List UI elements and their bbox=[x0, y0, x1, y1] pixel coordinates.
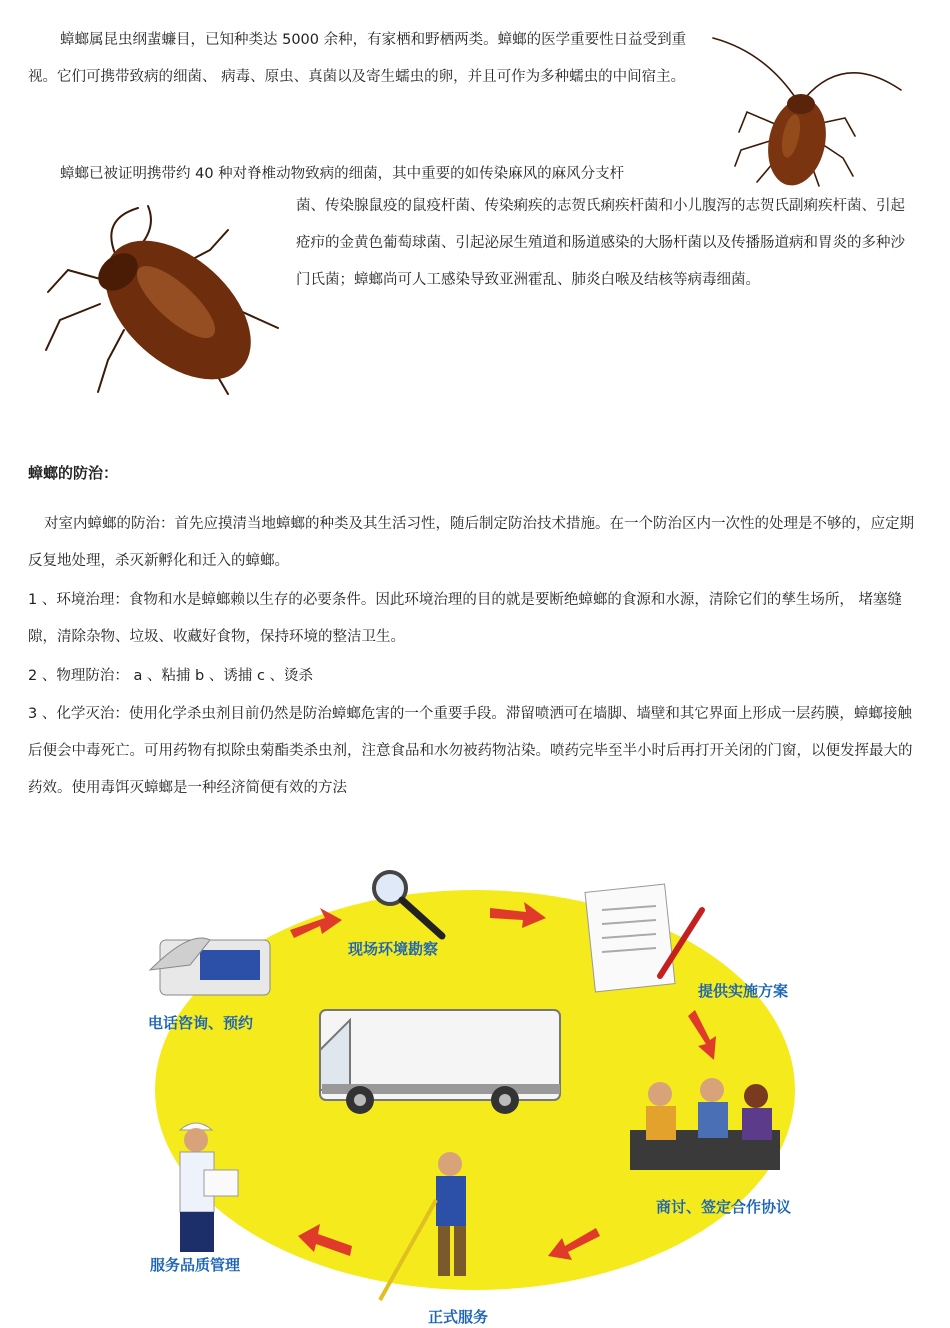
flow-step-site-survey: 现场环境勘察 bbox=[348, 940, 439, 958]
telephone-icon bbox=[150, 938, 270, 995]
flow-step-formal-service: 正式服务 bbox=[428, 1308, 489, 1326]
intro-paragraph-2-rest: 菌、传染腺鼠疫的鼠疫杆菌、传染痢疾的志贺氏痢疾杆菌和小儿腹泻的志贺氏副痢疾杆菌、引起疮疖的金黄色葡萄球菌、引起泌尿生殖道和肠道感染的大肠杆菌以及传播肠道病和胃炎的多种沙门氏菌；蟑螂尚可人工感染导致亚洲霍乱、肺炎白喉及结核等病毒细菌。 bbox=[296, 198, 905, 288]
control-intro-paragraph: 对室内蟑螂的防治：首先应摸清当地蟑螂的种类及其生活习性，随后制定防治技术措施。在一个防治区内一次性的处理是不够的，应定期反复地处理，杀灭新孵化和迁入的蟑螂。 bbox=[28, 516, 914, 569]
flow-step-quality-management: 服务品质管理 bbox=[150, 1256, 241, 1274]
flow-step-sign-agreement: 商讨、签定合作协议 bbox=[656, 1198, 792, 1216]
cockroach-large-image bbox=[38, 200, 288, 400]
flow-step-provide-plan: 提供实施方案 bbox=[698, 982, 789, 1000]
cockroach-small-image bbox=[705, 32, 905, 192]
meeting-people-icon bbox=[630, 1078, 780, 1170]
control-item-3: 3 、化学灭治：使用化学杀虫剂目前仍然是防治蟑螂危害的一个重要手段。滞留喷洒可在墙脚、墙壁和其它界面上形成一层药膜，蟑螂接触后便会中毒死亡。可用药物有拟除虫菊酯类杀虫剂，注意食品和水勿被药物沾染。喷药完毕至半小时后再打开关闭的门窗，以便发挥最大的药效。使用毒饵灭蟑螂是一种经济简便有效的方法 bbox=[28, 706, 913, 796]
van-icon bbox=[320, 1010, 560, 1114]
service-flow-diagram bbox=[110, 860, 840, 1320]
control-item-1: 1 、环境治理：食物和水是蟑螂赖以生存的必要条件。因此环境治理的目的就是要断绝蟑螂的食源和水源，清除它们的孳生场所， 堵塞缝隙，清除杂物、垃圾、收藏好食物，保持环境的整洁卫生。 bbox=[28, 592, 902, 645]
intro-paragraph-2-first-line: 蟑螂已被证明携带约 40 种对脊椎动物致病的细菌，其中重要的如传染麻风的麻风分支杆 bbox=[60, 166, 625, 182]
flow-step-phone-consultation: 电话咨询、预约 bbox=[148, 1014, 254, 1032]
control-item-2: 2 、物理防治： a 、粘捕 b 、诱捕 c 、烫杀 bbox=[28, 668, 314, 684]
control-section-title: 蟑螂的防治： bbox=[28, 464, 119, 482]
intro-paragraph-1: 蟑螂属昆虫纲蜚蠊目，已知种类达 5000 余种，有家栖和野栖两类。蟑螂的医学重要性日益受到重视。它们可携带致病的细菌、 病毒、原虫、真菌以及寄生蠕虫的卵，并且可作为多种蠕虫的中间宿主。 bbox=[28, 32, 687, 85]
